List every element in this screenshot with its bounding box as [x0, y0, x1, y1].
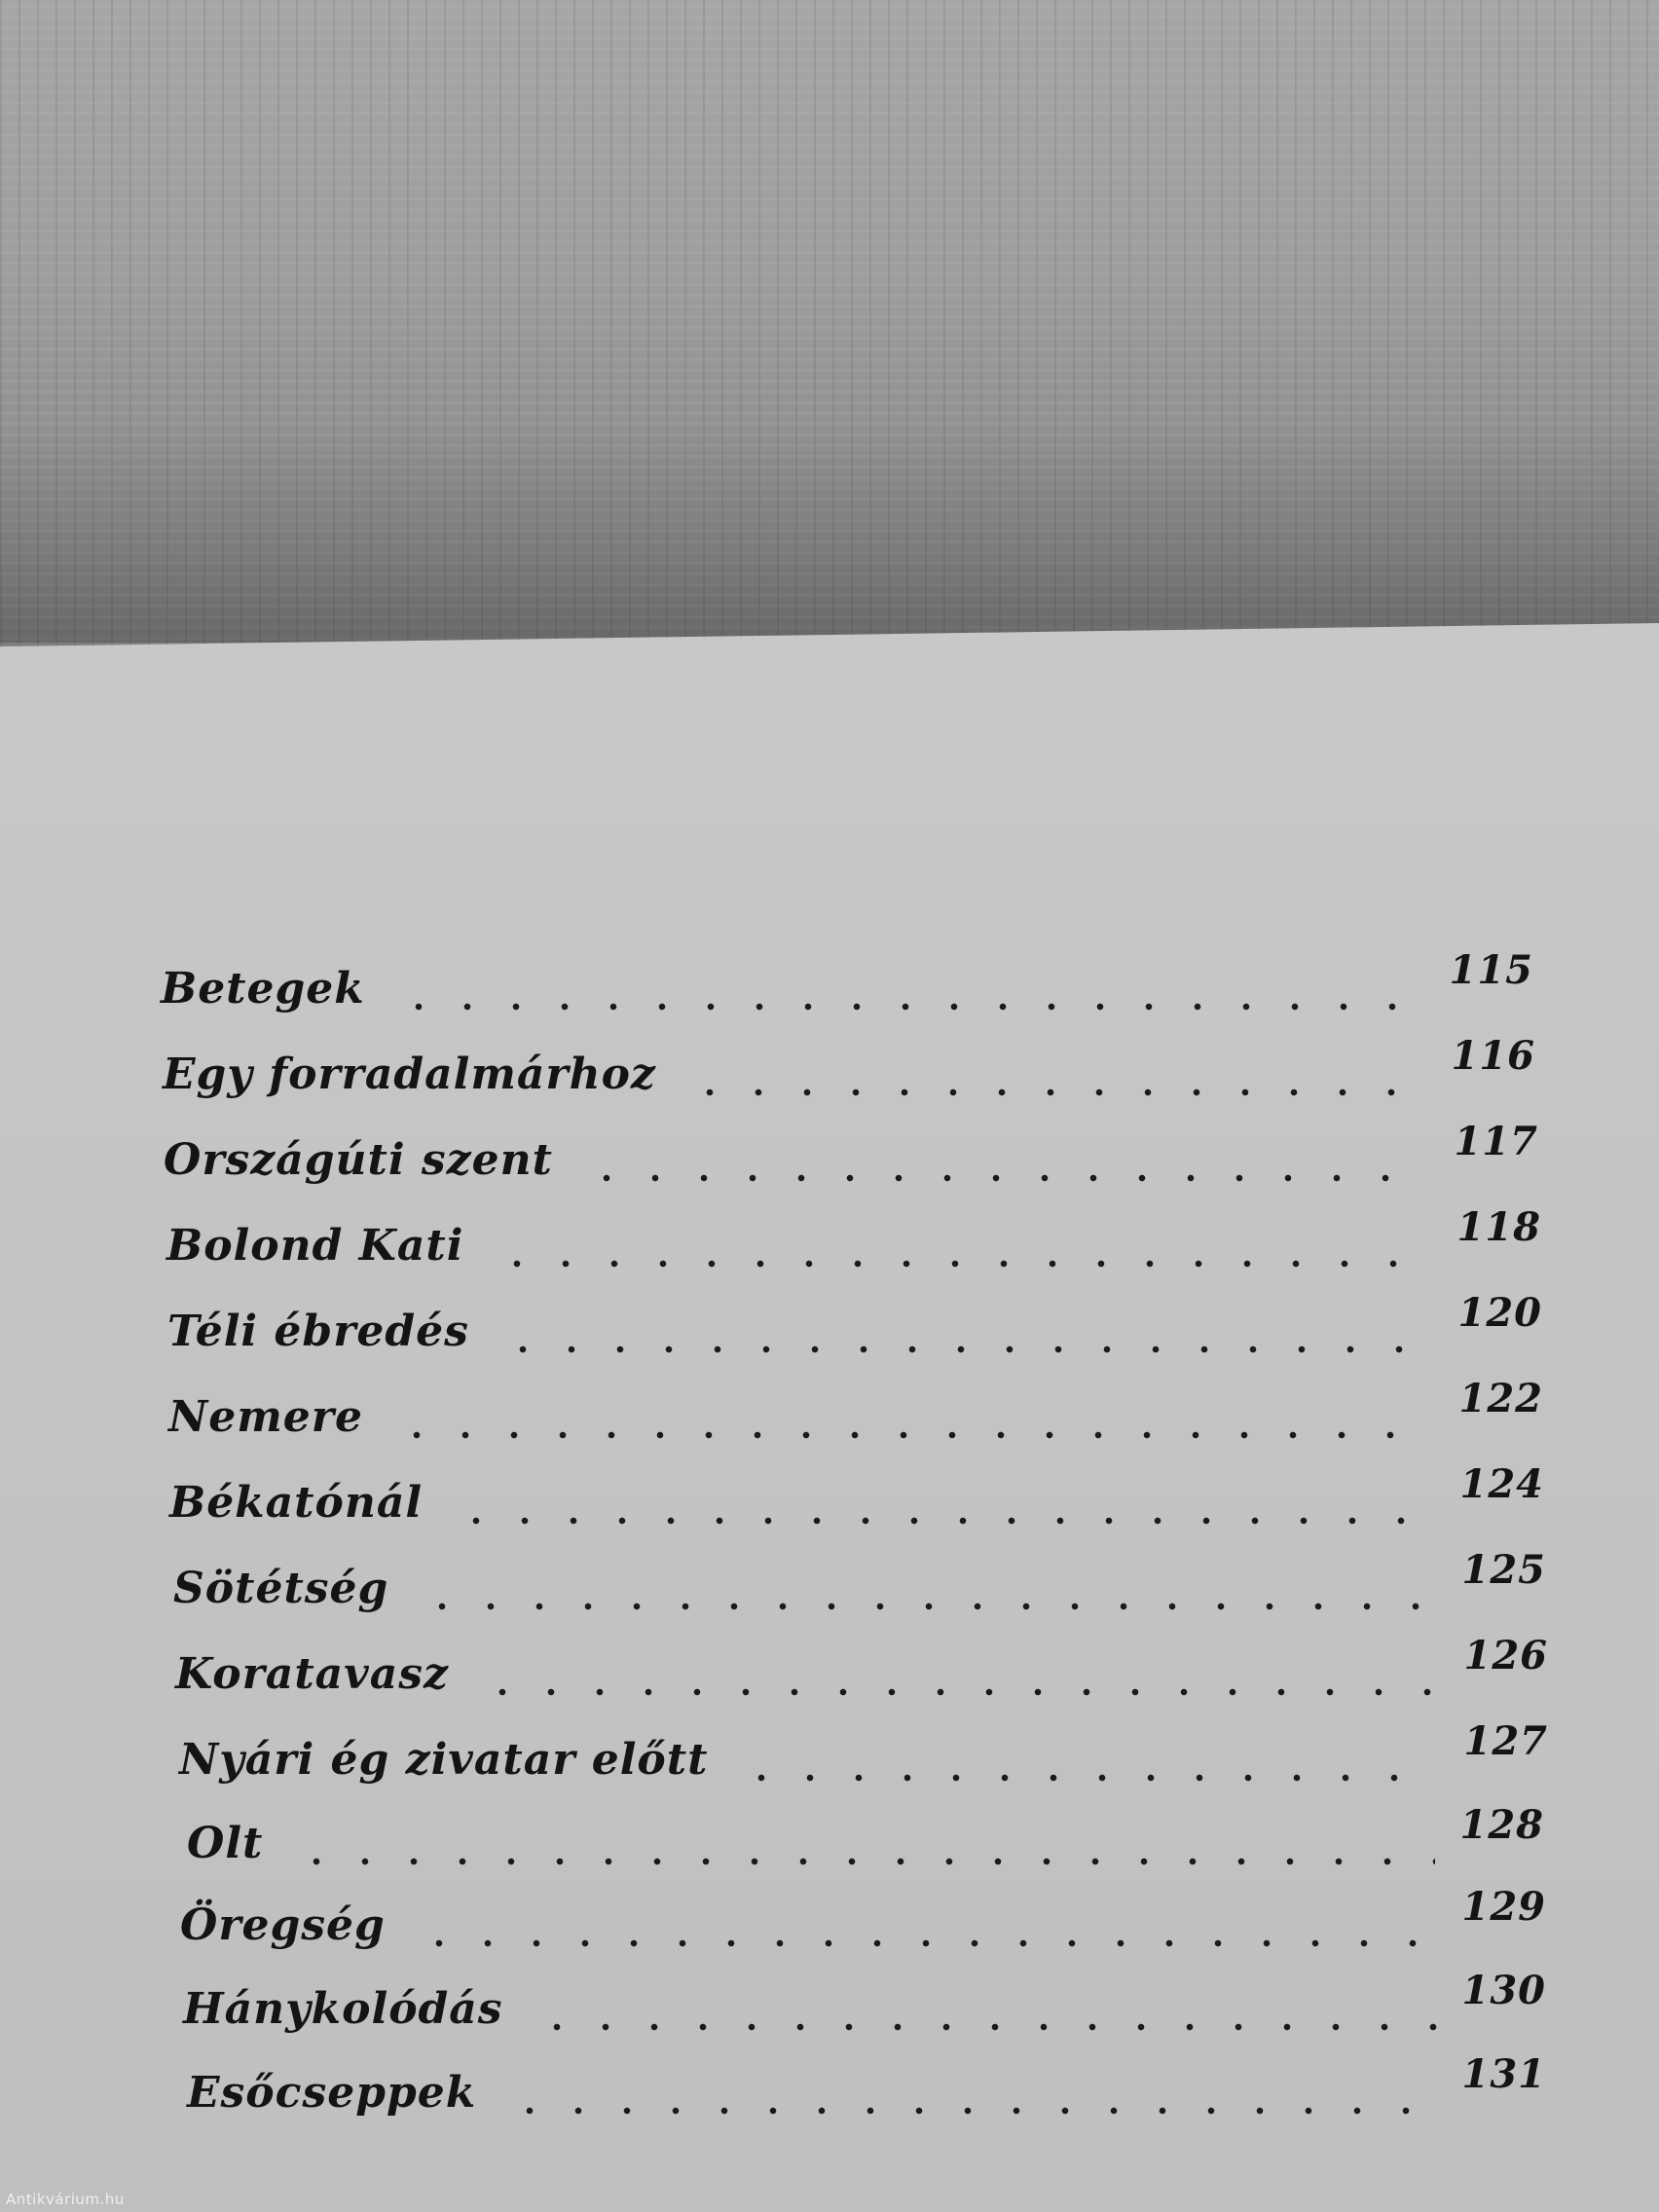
toc-entry [167, 1290, 1542, 1365]
toc-entry [179, 1718, 1548, 1793]
dot-leader [505, 2106, 1436, 2116]
toc-entry-page: 116 [1451, 1033, 1535, 1079]
toc-entry-title: Koratavasz [175, 1649, 449, 1699]
dot-leader [582, 1173, 1429, 1183]
dot-leader [418, 1602, 1436, 1611]
toc-entry-title: Országúti szent [164, 1135, 553, 1185]
toc-entry-title: Egy forradalmárhoz [163, 1050, 656, 1099]
toc-entry-title: Olt [187, 1819, 264, 1868]
toc-entry [161, 947, 1533, 1022]
toc-entry [168, 1376, 1543, 1451]
toc-entry-page: 118 [1456, 1204, 1541, 1250]
toc-entry-title: Betegek [161, 964, 365, 1014]
dot-leader [478, 1687, 1439, 1697]
toc-entry [175, 1633, 1548, 1708]
dot-leader [737, 1773, 1438, 1783]
toc-entry-title: Bolond Kati [166, 1221, 464, 1271]
dot-leader [493, 1259, 1431, 1269]
toc-entry-title: Nyári ég zivatar előtt [179, 1735, 709, 1785]
toc-entry-title: Nemere [168, 1392, 363, 1442]
dot-leader [533, 2022, 1437, 2032]
toc-entry-page: 130 [1461, 1968, 1546, 2013]
toc-entry [187, 1802, 1544, 1877]
watermark: Antikvárium.hu [6, 2191, 125, 2208]
toc-entry [173, 1547, 1546, 1622]
toc-entry-title: Öregség [180, 1900, 386, 1950]
toc-entry-page: 117 [1454, 1119, 1538, 1164]
toc-entry-page: 127 [1463, 1718, 1548, 1764]
toc-entry [166, 1204, 1541, 1279]
toc-entry-page: 131 [1461, 2051, 1546, 2097]
toc-entry-page: 128 [1459, 1802, 1544, 1848]
toc-entry-page: 115 [1449, 947, 1533, 993]
dot-leader [292, 1857, 1434, 1866]
toc-entry-title: Hánykolódás [183, 1984, 503, 2034]
toc-entry [163, 1033, 1535, 1108]
toc-entry-page: 124 [1459, 1461, 1544, 1507]
dot-leader [415, 1938, 1437, 1948]
dot-leader [685, 1088, 1426, 1097]
dot-leader [392, 1430, 1434, 1440]
toc-entry-page: 120 [1457, 1290, 1542, 1336]
toc-entry [169, 1461, 1544, 1536]
toc-entry-title: Téli ébredés [167, 1307, 469, 1356]
toc-entry-title: Sötétség [173, 1564, 389, 1613]
toc-entry-title: Békatónál [169, 1478, 424, 1528]
toc-entry [183, 1968, 1546, 2043]
dot-leader [452, 1516, 1434, 1526]
toc-entry-title: Esőcseppek [187, 2068, 477, 2118]
toc-entry-page: 129 [1461, 1884, 1546, 1930]
toc-entry-page: 125 [1461, 1547, 1546, 1593]
toc-entry [180, 1884, 1546, 1959]
toc-entry [164, 1119, 1538, 1194]
toc-entry-page: 126 [1463, 1633, 1548, 1678]
toc-entry [187, 2051, 1546, 2126]
toc-entry-page: 122 [1458, 1376, 1543, 1421]
dot-leader [498, 1345, 1433, 1354]
dot-leader [394, 1002, 1424, 1012]
